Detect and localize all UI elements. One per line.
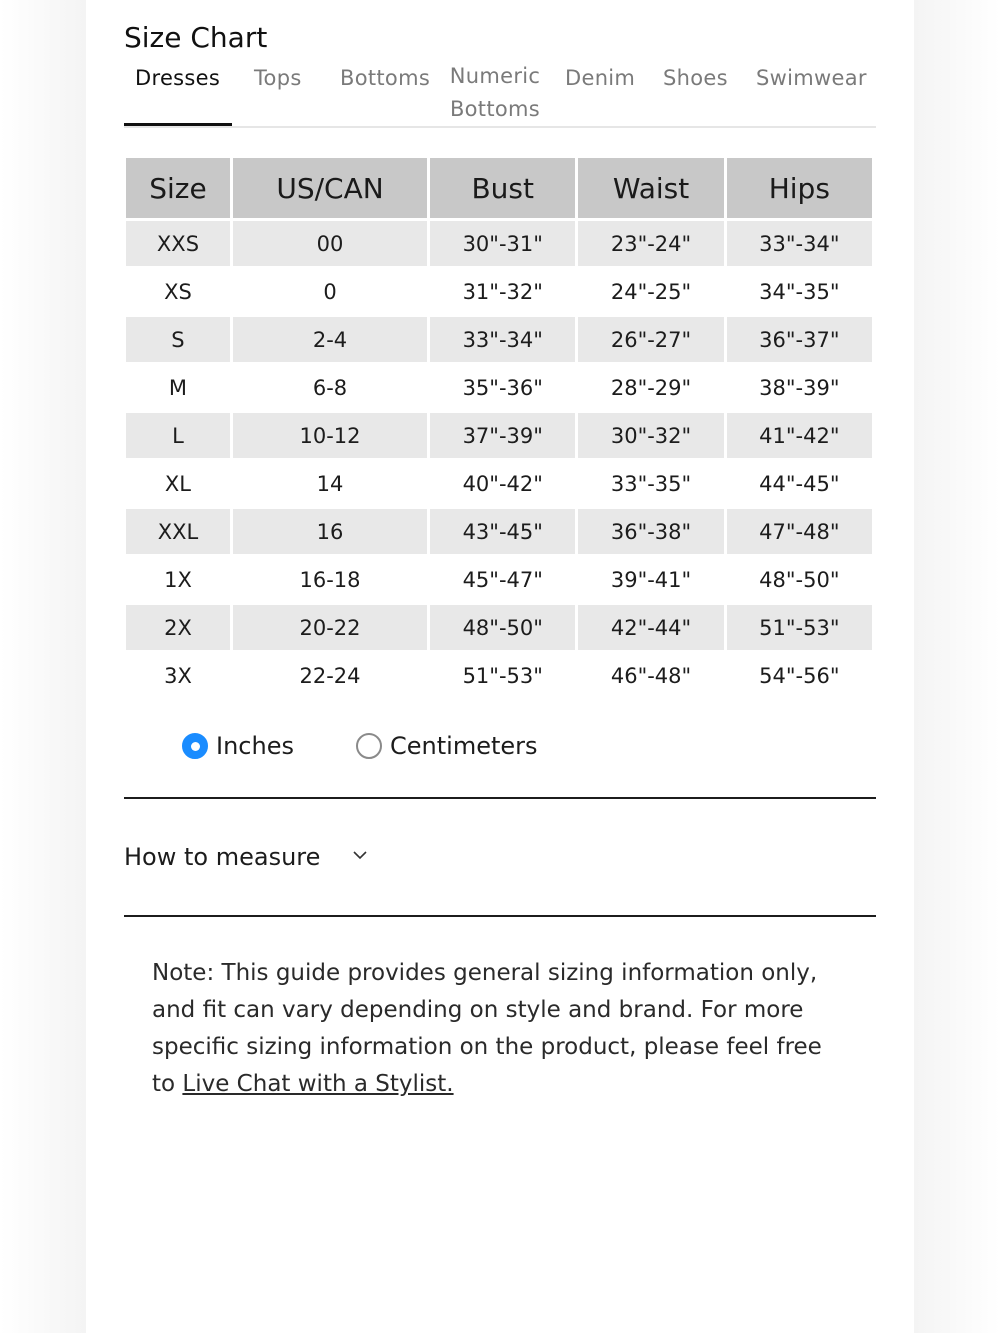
tab-shoes[interactable]: Shoes	[663, 66, 728, 90]
cell-hips: 44"-45"	[727, 461, 872, 506]
cell-us-can: 16	[233, 509, 427, 554]
cell-hips: 51"-53"	[727, 605, 872, 650]
header-us-can: US/CAN	[233, 158, 427, 218]
cell-size: XXS	[126, 221, 230, 266]
cell-waist: 36"-38"	[578, 509, 723, 554]
cell-hips: 41"-42"	[727, 413, 872, 458]
header-size: Size	[126, 158, 230, 218]
header-bust: Bust	[430, 158, 575, 218]
backdrop-right	[914, 0, 1000, 1333]
cell-size: S	[126, 317, 230, 362]
tab-numeric-bottoms[interactable]	[440, 60, 550, 126]
table-row	[126, 605, 872, 650]
cell-size: XXL	[126, 509, 230, 554]
cell-us-can: 0	[233, 269, 427, 314]
cell-size: 3X	[126, 653, 230, 698]
table-row	[126, 365, 872, 410]
cell-us-can: 16-18	[233, 557, 427, 602]
cell-waist: 28"-29"	[578, 365, 723, 410]
size-chart-panel	[86, 0, 914, 1333]
cell-bust: 35"-36"	[430, 365, 575, 410]
cell-bust: 48"-50"	[430, 605, 575, 650]
cell-hips: 33"-34"	[727, 221, 872, 266]
cell-bust: 40"-42"	[430, 461, 575, 506]
unit-option-inches[interactable]	[182, 728, 294, 764]
divider-top	[124, 797, 876, 799]
cell-us-can: 6-8	[233, 365, 427, 410]
cell-hips: 38"-39"	[727, 365, 872, 410]
live-chat-link[interactable]: Live Chat with a Stylist.	[182, 1071, 454, 1097]
cell-waist: 30"-32"	[578, 413, 723, 458]
how-to-measure-accordion[interactable]	[124, 832, 876, 882]
sizing-note	[152, 955, 852, 1103]
tab-swimwear[interactable]: Swimwear	[756, 66, 867, 90]
cell-hips: 48"-50"	[727, 557, 872, 602]
cell-size: 2X	[126, 605, 230, 650]
active-tab-underline	[124, 123, 232, 126]
cell-size: XS	[126, 269, 230, 314]
cell-waist: 26"-27"	[578, 317, 723, 362]
table-header-row	[126, 158, 872, 218]
backdrop-left	[0, 0, 86, 1333]
radio-unchecked-icon[interactable]	[356, 733, 382, 759]
chevron-down-icon	[352, 847, 368, 863]
cell-waist: 23"-24"	[578, 221, 723, 266]
cell-bust: 43"-45"	[430, 509, 575, 554]
cell-bust: 45"-47"	[430, 557, 575, 602]
table-row	[126, 461, 872, 506]
cell-bust: 37"-39"	[430, 413, 575, 458]
tab-numeric-bottoms-line1: Numeric	[449, 64, 541, 88]
cell-waist: 39"-41"	[578, 557, 723, 602]
category-tabs	[124, 62, 876, 128]
note-body: This guide provides general sizing information only, and fit can vary depending on style and brand. For more specific sizing information on the product, please feel free to	[152, 960, 822, 1097]
cell-hips: 47"-48"	[727, 509, 872, 554]
cell-waist: 24"-25"	[578, 269, 723, 314]
cell-us-can: 14	[233, 461, 427, 506]
table-row	[126, 269, 872, 314]
cell-us-can: 00	[233, 221, 427, 266]
size-table	[123, 155, 875, 701]
cell-waist: 46"-48"	[578, 653, 723, 698]
cell-size: M	[126, 365, 230, 410]
unit-option-centimeters[interactable]	[356, 728, 538, 764]
cell-waist: 42"-44"	[578, 605, 723, 650]
table-row	[126, 557, 872, 602]
table-row	[126, 509, 872, 554]
cell-us-can: 10-12	[233, 413, 427, 458]
cell-bust: 51"-53"	[430, 653, 575, 698]
cell-hips: 34"-35"	[727, 269, 872, 314]
tab-dresses[interactable]: Dresses	[135, 66, 221, 90]
page-title: Size Chart	[124, 21, 268, 54]
unit-selector	[124, 728, 876, 768]
cell-bust: 30"-31"	[430, 221, 575, 266]
tab-denim[interactable]: Denim	[565, 66, 636, 90]
cell-bust: 31"-32"	[430, 269, 575, 314]
cell-us-can: 2-4	[233, 317, 427, 362]
tab-tops[interactable]: Tops	[254, 66, 302, 90]
divider-bottom	[124, 915, 876, 917]
cell-size: 1X	[126, 557, 230, 602]
note-prefix: Note:	[152, 960, 215, 986]
how-to-measure-label: How to measure	[124, 843, 321, 871]
table-row	[126, 317, 872, 362]
cell-size: L	[126, 413, 230, 458]
cell-us-can: 20-22	[233, 605, 427, 650]
tab-bottoms[interactable]: Bottoms	[340, 66, 431, 90]
cell-us-can: 22-24	[233, 653, 427, 698]
table-row	[126, 221, 872, 266]
table-row	[126, 413, 872, 458]
tab-numeric-bottoms-line2: Bottoms	[449, 97, 541, 121]
cell-waist: 33"-35"	[578, 461, 723, 506]
cell-size: XL	[126, 461, 230, 506]
radio-checked-icon[interactable]	[182, 733, 208, 759]
header-hips: Hips	[727, 158, 872, 218]
unit-label-inches: Inches	[216, 732, 294, 760]
cell-bust: 33"-34"	[430, 317, 575, 362]
unit-label-centimeters: Centimeters	[390, 732, 538, 760]
cell-hips: 36"-37"	[727, 317, 872, 362]
cell-hips: 54"-56"	[727, 653, 872, 698]
header-waist: Waist	[578, 158, 723, 218]
table-row	[126, 653, 872, 698]
